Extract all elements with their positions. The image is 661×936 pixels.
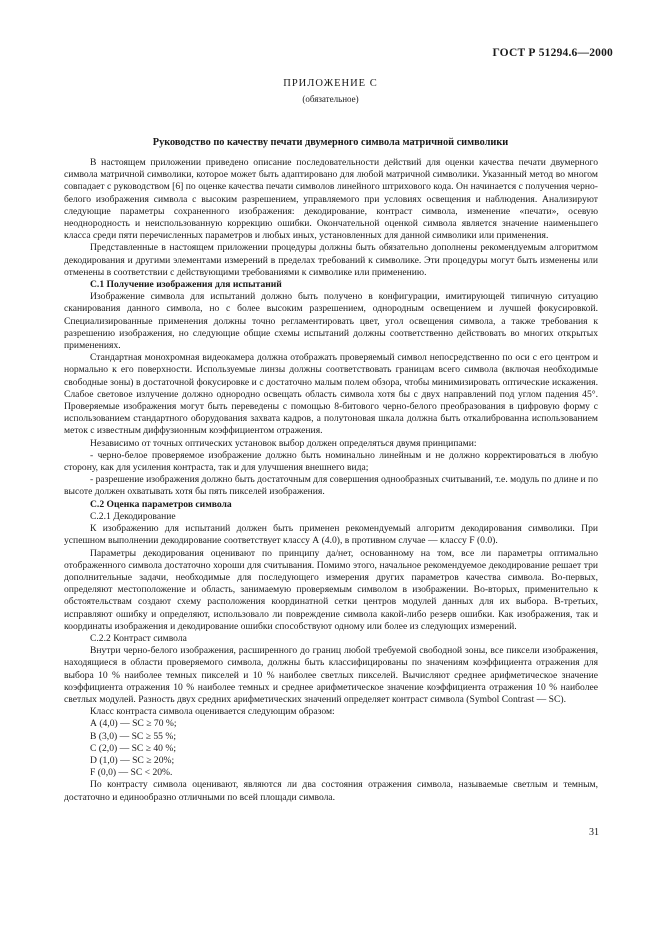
- appendix-status: (обязательное): [302, 94, 359, 104]
- list-item: - черно-белое проверяемое изображение должно быть номинально линейным и не должно корректироваться в любую сторону, как для усиления контраста, так и для улучшения внешнего вида;: [64, 449, 598, 474]
- grade-item: А (4,0) — SC ≥ 70 %;: [90, 718, 177, 730]
- paragraph: К изображению для испытаний должен быть применен рекомендуемый алгоритм декодирования символики. При успешном выполнении декодирование соответствует классу А (4.0), в противном случае — классу F (0.0).: [64, 523, 598, 547]
- grade-item: D (1,0) — SC ≥ 20%;: [90, 754, 175, 766]
- list-item: - разрешение изображения должно быть достаточным для совершения однообразных считываний, т.е. модуль по длине и по высоте должен охватывать хотя бы пять пикселей изображения.: [64, 474, 598, 498]
- grade-item: F (0,0) — SC < 20%.: [90, 767, 173, 779]
- appendix-title: ПРИЛОЖЕНИЕ С: [283, 78, 378, 89]
- grade-item: В (3,0) — SC ≥ 55 %;: [90, 730, 177, 742]
- subsection-heading: С.2.1 Декодирование: [90, 510, 176, 522]
- grade-item: С (2,0) — SC ≥ 40 %;: [90, 742, 177, 754]
- paragraph: Изображение символа для испытаний должно быть получено в конфигурации, имитирующей типичную ситуацию сканирования данного символа, но с более высоким разрешением, однородным освещением и лучшей фокусировкой. Специализированные применения должны точно регламентировать цвет, угол освещения символа, а также требования к разрешению изображения, но следующие общие схемы испытаний должны соответственно действовать во многих открытых применениях.: [64, 291, 598, 352]
- paragraph: Представленные в настоящем приложении процедуры должны быть обязательно дополнены рекомендуемым алгоритмом декодирования и другими элементами измерений в пределах требований к символике. Эти процедуры могут быть изменены или отменены в соответствии с действующими требованиями к символике или применению.: [64, 242, 598, 278]
- paragraph: По контрасту символа оценивают, являются ли два состояния отражения символа, называемые светлым и темным, достаточно и единообразно отличными по всей площади символа.: [64, 779, 598, 803]
- document-title: Руководство по качеству печати двумерного символа матричной символики: [152, 137, 509, 148]
- paragraph: Параметры декодирования оценивают по принципу да/нет, основанному на том, все ли параметры оптимально отображенного символа достаточно хороши для считывания. Помимо этого, начальное рекомендуемое декодирование решает три дополнительные задачи, необходимые для последующего измерения других параметров качества символа. Во-первых, определяют местоположение и область, занимаемую проверяемым символом в изображении. Во-вторых, применительно к обстоятельствам создают схему расположения координатной сетки центров модулей данных для их выбора. В-третьих, исправляют ошибку и определяют, использовало ли повреждение символа какой-либо резерв ошибки. Как изображения, так и координаты изображения и декодирование ошибки способствуют одному или более из следующих измерений.: [64, 547, 598, 632]
- standard-header: ГОСТ Р 51294.6—2000: [492, 47, 613, 59]
- paragraph: Класс контраста символа оценивается следующим образом:: [90, 706, 335, 718]
- page-number: 31: [589, 827, 599, 838]
- paragraph: Независимо от точных оптических установок выбор должен определяться двумя принципами:: [90, 437, 477, 449]
- paragraph: Внутри черно-белого изображения, расширенного до границ любой требуемой свободной зоны, все пиксели изображения, находящиеся в области проверяемого символа, должны быть классифицированы по значениям коэффициента отражения для выбора 10 % наиболее темных пикселей и 10 % наиболее светлых пикселей. Вычисляют среднее арифметическое значение коэффициента отражения 10 % наиболее темных и среднее арифметическое значение коэффициента отражения 10 % наиболее светлых модулей. Разность двух средних арифметических значений определяет контраст символа (Symbol Contrast — SC).: [64, 645, 598, 705]
- subsection-heading: С.2.2 Контраст символа: [90, 632, 187, 644]
- paragraph: Стандартная монохромная видеокамера должна отображать проверяемый символ непосредственно по оси с его центром и нормально к его поверхности. Используемые линзы должны соответствовать границам всего символа (включая необходимые свободные зоны) в достаточной фокусировке и с достаточно малым полем обзора, чтобы минимизировать оптические искажения. Слабое световое излучение должно однородно освещать область символа хотя бы с двух направлений под углом падения 45°. Проверяемые изображения могут быть переведены с помощью 8-битового черно-белого преобразования в цифровую форму с использованием стандартного оборудования захвата кадров, а полутоновая шкала должна быть откалиброванна использованием меток с известным диффузионным коэффициентом отражения.: [64, 352, 598, 437]
- section-heading: С.2 Оценка параметров символа: [90, 498, 232, 510]
- document-body: [64, 157, 598, 804]
- paragraph: В настоящем приложении приведено описание последовательности действий для оценки качества печати двумерного символа матричной символики, которое может быть адаптировано для любой матричной символики. Указанный метод во многом совпадает с руководством [6] по оценке качества печати символов линейного штрихового кода. Он начинается с получения черно-белого изображения символа с высоким разрешением, управляемого при условиях освещения и наблюдения. Анализируют следующие параметры сохраненного изображения: декодирование, контраст символа, изменение «печати», осевую неоднородность и неиспользованную коррекцию ошибки. Окончательной оценкой символа является значение наименьшего класса среди пяти перечисленных параметров и любых иных, установленных для данной символики или применения.: [64, 157, 598, 242]
- section-heading: С.1 Получение изображения для испытаний: [90, 279, 282, 291]
